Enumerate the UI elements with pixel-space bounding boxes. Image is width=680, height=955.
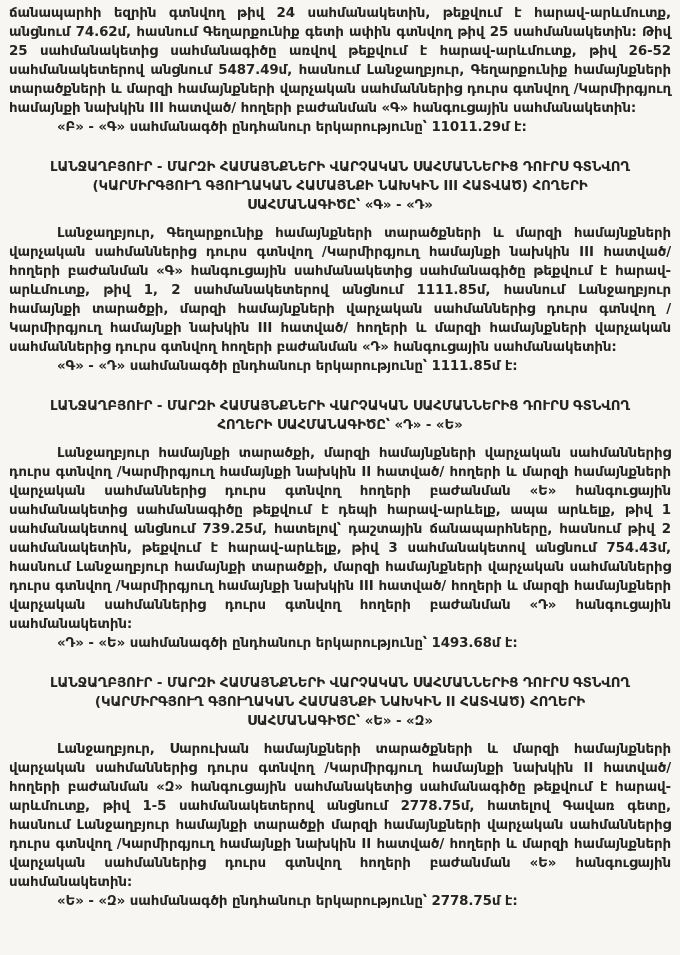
paragraph-boundary-g-d: Լանջաղբյուր, Գեղարքունիք համայնքների տարածքների և մարզի համայնքների վարչական սահմաններից դուրս գտնվող /Կարմիրգյուղ համայնքի նախկին III հատված/ հողերի բաժանման «Գ» հանգուցային սահմանակետից սահմանագիծը թեքվում է հարավ-արևմուտք, թիվ 1, 2 սահմանակետերով անցնում 1111.85մ, հասնում Լանջաղբյուր համայնքի տարածքի, մարզի համայնքների վարչական սահմաններից դուրս գտնվող /Կարմիրգյուղ համայնքի նախկին III հատված/ հողերի և մարզի համայնքների վարչական սահմաններից դուրս գտնվող հողերի բաժանման «Դ» հանգուցային սահմանակետին: [9,226,671,355]
paragraph-boundary-e-z: Լանջաղբյուր, Սարուխան համայնքների տարածքների և մարզի համայնքների վարչական սահմաններից դուրս գտնվող /Կարմիրգյուղ համայնքի նախկին II հատված/ հողերի բաժանման «Զ» հանգուցային սահմանակետից սահմանագիծը թեքվում է հարավ-արևմուտք, թիվ 1-5 սահմանակետերով անցնում 2778.75մ, հատելով Գավառ գետը, հասնում Լանջաղբյուր համայնքի տարածքի մարզի համայնքների վարչական սահմաններից դուրս գտնվող /Կարմիրգյուղ համայնքի նախկին II հատված/ հողերի և մարզի համայնքների վարչական սահմաններից դուրս գտնվող հողերի բաժանման «Ե» հանգուցային սահմանակետին: [9,742,671,890]
boundary-length-summary-d-e: «Դ» - «Ե» սահմանագծի ընդհանուր երկարությունը՝ 1493.68մ է: [57,636,518,651]
section-heading-boundary-g-d: ԼԱՆՋԱՂԲՅՈՒՐ - ՄԱՐԶԻ ՀԱՄԱՅՆՔՆԵՐԻ ՎԱՐՉԱԿԱՆ ՍԱՀՄԱՆՆԵՐԻՑ ԴՈՒՐՍ ԳՏՆՎՈՂ (ԿԱՐՄԻՐԳՅՈՒՂ ԳՅՈՒՂԱԿԱՆ ՀԱՄԱՅՆՔԻ ՆԱԽԿԻՆ III ՀԱՏՎԱԾ) ՀՈՂԵՐԻ ՍԱՀՄԱՆԱԳԻԾԸ՝ «Գ» - «Դ» [50,160,630,213]
boundary-length-summary-g-d: «Գ» - «Դ» սահմանագծի ընդհանուր երկարությունը՝ 1111.85մ է: [57,359,518,374]
boundary-length-summary-e-z: «Ե» - «Զ» սահմանագծի ընդհանուր երկարությունը՝ 2778.75մ է: [57,894,518,909]
boundary-length-summary-b-g: «Բ» - «Գ» սահմանագծի ընդհանուր երկարությունը՝ 11011.29մ է: [57,120,527,135]
paragraph-boundary-b-g-continuation: ճանապարհի եզրին գտնվող թիվ 24 սահմանակետին, թեքվում է հարավ-արևմուտք, անցնում 74.62մ, հասնում Գեղարքունիք գետի ափին գտնվող թիվ 25 սահմանակետին: Թիվ 25 սահմանակետից սահմանագիծը առվով թեքվում է հարավ-արևմուտք, թիվ 26-52 սահմանակետերով անցնում 5487.49մ, հասնում Լանջաղբյուր, Գեղարքունիք համայնքների տարածքների և մարզի համայնքների վարչական սահմաններից դուրս գտնվող /Կարմիրգյուղ համայնքի նախկին III հատված/ հողերի բաժանման «Գ» հանգուցային սահմանակետին: [9,6,671,116]
section-heading-boundary-d-e: ԼԱՆՋԱՂԲՅՈՒՐ - ՄԱՐԶԻ ՀԱՄԱՅՆՔՆԵՐԻ ՎԱՐՉԱԿԱՆ ՍԱՀՄԱՆՆԵՐԻՑ ԴՈՒՐՍ ԳՏՆՎՈՂ ՀՈՂԵՐԻ ՍԱՀՄԱՆԱԳԻԾԸ՝ «Դ» - «Ե» [50,399,630,433]
section-heading-boundary-e-z: ԼԱՆՋԱՂԲՅՈՒՐ - ՄԱՐԶԻ ՀԱՄԱՅՆՔՆԵՐԻ ՎԱՐՉԱԿԱՆ ՍԱՀՄԱՆՆԵՐԻՑ ԴՈՒՐՍ ԳՏՆՎՈՂ (ԿԱՐՄԻՐԳՅՈՒՂ ԳՅՈՒՂԱԿԱՆ ՀԱՄԱՅՆՔԻ ՆԱԽԿԻՆ II ՀԱՏՎԱԾ) ՀՈՂԵՐԻ ՍԱՀՄԱՆԱԳԻԾԸ՝ «Ե» - «Զ» [50,676,630,729]
paragraph-boundary-d-e: Լանջաղբյուր համայնքի տարածքի, մարզի համայնքների վարչական սահմաններից դուրս գտնվող /Կարմիրգյուղ համայնքի նախկին II հատված/ հողերի և մարզի համայնքների վարչական սահմաններից դուրս գտնվող հողերի բաժանման «Ե» հանգուցային սահմանակետից սահմանագիծը թեքվում է դեպի հարավ-արևելք, ապա արևելք, թիվ 1 սահմանակետով անցնում 739.25մ, հատելով՝ դաշտային ճանապարհները, հասնում թիվ 2 սահմանակետին, թեքվում է հարավ-արևելք, թիվ 3 սահմանակետով անցնում 754.43մ, հասնում Լանջաղբյուր համայնքի տարածքի, մարզի համայնքների վարչական սահմաններից դուրս գտնվող /Կարմիրգյուղ համայնքի նախկին III հատված/ հողերի և մարզի համայնքների վարչական սահմաններից դուրս գտնվող հողերի բաժանման «Դ» հանգուցային սահմանակետին: [9,446,671,632]
